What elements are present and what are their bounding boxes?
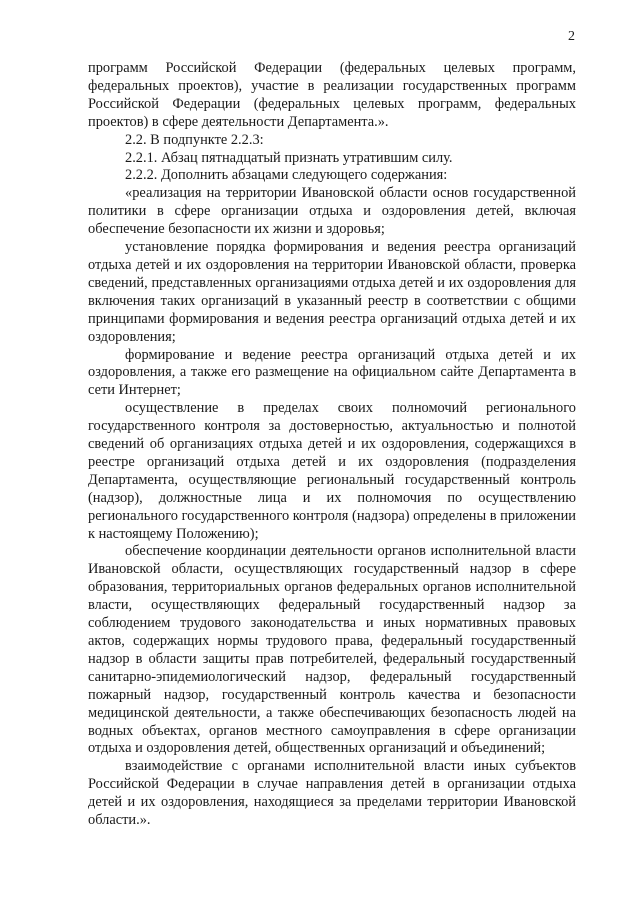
paragraph-implementation: «реализация на территории Ивановской области основ государственной политики в сфере организации отдыха и оздоровления детей, включая обеспечение безопасности их жизни и здоровья; [88,185,576,238]
paragraph-continuation: программ Российской Федерации (федеральных целевых программ, федеральных проектов), участие в реализации государственных программ Российской Федерации (федеральных целевых программ, федеральных проектов) в сфере деятельности Департамента.». [88,60,576,130]
paragraph-regional-control: осуществление в пределах своих полномочий регионального государственного контроля за достоверностью, актуальностью и полнотой сведений об организациях отдыха детей и их оздоровления, содержащихся в реестре организаций отдыха детей и их оздоровления (подразделения Департамента, осуществляющие региональный государственный контроль (надзор), должностные лица и их полномочия по осуществлению регионального государственного контроля (надзора) определены в приложении к настоящему Положению); [88,400,576,542]
document-body [88,60,576,830]
paragraph-registry-publication: формирование и ведение реестра организаций отдыха детей и их оздоровления, а также его размещение на официальном сайте Департамента в сети Интернет; [88,346,576,399]
paragraph-interaction: взаимодействие с органами исполнительной власти иных субъектов Российской Федерации в случае направления детей в организации отдыха детей и их оздоровления, находящиеся за пределами территории Ивановской области.». [88,758,576,829]
page-number: 2 [568,29,575,44]
paragraph-coordination: обеспечение координации деятельности органов исполнительной власти Ивановской области, осуществляющих государственный надзор в сфере образования, территориальных органов федеральных органов исполнительной власти, осуществляющих федеральный государственный надзор за соблюдением трудового законодательства и иных нормативных правовых актов, содержащих нормы трудового права, федеральный государственный надзор в области защиты прав потребителей, федеральный государственный санитарно-эпидемиологический надзор, федеральный государственный пожарный надзор, государственный контроль качества и безопасности медицинской деятельности, а также обеспечивающих безопасность людей на водных объектах, органов местного самоуправления в сфере организации отдыха и оздоровления детей, общественных организаций и объединений; [88,543,576,757]
paragraph-subclause-2-2: 2.2. В подпункте 2.2.3: [125,131,264,148]
paragraph-subclause-2-2-1: 2.2.1. Абзац пятнадцатый признать утратившим силу. [125,149,453,166]
paragraph-registry-procedure: установление порядка формирования и ведения реестра организаций отдыха детей и их оздоровления на территории Ивановской области, проверка сведений, представленных организациями отдыха детей и их оздоровления для включения таких организаций в указанный реестр в соответствии с общими принципами формирования и ведения реестра организаций отдыха детей и их оздоровления; [88,239,576,345]
paragraph-subclause-2-2-2: 2.2.2. Дополнить абзацами следующего содержания: [125,167,448,184]
